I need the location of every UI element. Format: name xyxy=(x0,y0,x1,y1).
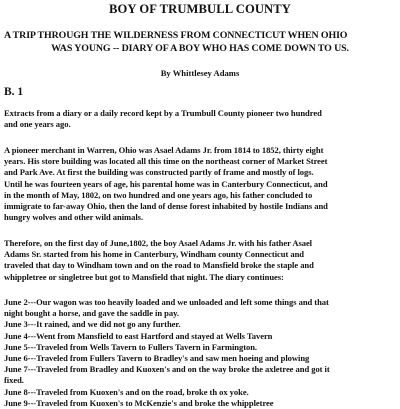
text-line: and Park Ave. At first the building was constructed partly of frame and mostly of logs. xyxy=(4,167,314,178)
text-line: traveled that day to Windham town and on the road to Mansfield broke the staple and xyxy=(4,260,314,271)
text-line: and one years ago. xyxy=(4,119,71,130)
diary-entry: June 7---Traveled from Bradley and Kuoxen's and on the way broke the axletree and got it xyxy=(4,364,330,375)
paragraph-journey-start xyxy=(4,238,399,283)
diary-entry: June 6---Traveled from Fullers Tavern to Bradley's and saw men hoeing and plowing xyxy=(4,353,310,364)
text-line: A pioneer merchant in Warren, Ohio was Asael Adams Jr. from 1814 to 1852, thirty eight xyxy=(4,145,324,155)
diary-entry: June 3---It rained, and we did not go any further. xyxy=(4,319,181,330)
document-subtitle xyxy=(4,30,396,55)
text-line: hungry wolves and other wild animals. xyxy=(4,212,144,223)
subtitle-line: A TRIP THROUGH THE WILDERNESS FROM CONNECTICUT WHEN OHIO xyxy=(4,30,348,41)
text-line: whippletree or singletree but got to Mansfield that night. The diary continues: xyxy=(4,271,284,282)
diary-entry: June 4---Went from Mansfield to east Hartford and stayed at Wells Tavern xyxy=(4,330,273,341)
author-byline: By Whittlesey Adams xyxy=(160,68,240,78)
intro-paragraph xyxy=(4,108,399,130)
diary-entry: June 8---Traveled from Kuoxen's and on the road, broke th ox yoke. xyxy=(4,386,249,397)
text-line: Extracts from a diary or a daily record kept by a Trumbull County pioneer two hundred xyxy=(4,108,322,118)
text-line: Therefore, on the first day of June,1802, the boy Asael Adams Jr. with his father Asael xyxy=(4,238,313,248)
document-title: BOY OF TRUMBULL COUNTY xyxy=(109,2,291,16)
subtitle-line: WAS YOUNG -- DIARY OF A BOY WHO HAS COME DOWN TO US. xyxy=(51,42,349,54)
diary-entry: June 9---Traveled from Kuoxen's to McKenzie's and broke the whippletree xyxy=(4,397,274,408)
paragraph-merchant-history xyxy=(4,145,399,223)
section-label: B. 1 xyxy=(4,86,24,98)
text-line: immigrate to far-away Ohio, then the land of dense forest inhabited by hostile Indians and xyxy=(4,201,328,212)
text-line: in the month of May, 1802, on two hundred and one years ago, his father concluded to xyxy=(4,189,313,200)
text-line: years. His store building was located all this time on the northeast corner of Market Street xyxy=(4,156,328,167)
diary-entry: fixed. xyxy=(4,375,24,386)
text-line: Adams Sr. started from his home in Canterbury, Windham county Connecticut and xyxy=(4,249,304,260)
text-line: Until he was fourteen years of age, his parental home was in Canterbury Connecticut, and xyxy=(4,178,328,189)
diary-entries xyxy=(4,297,399,409)
diary-entry: night bought a horse, and gave the saddle in pay. xyxy=(4,308,179,319)
diary-entry: June 5---Traveled from Wells Tavern to Fullers Tavern in Farmington. xyxy=(4,341,258,352)
diary-entry: June 2---Our wagon was too heavily loaded and we unloaded and left some things and that xyxy=(4,297,329,307)
